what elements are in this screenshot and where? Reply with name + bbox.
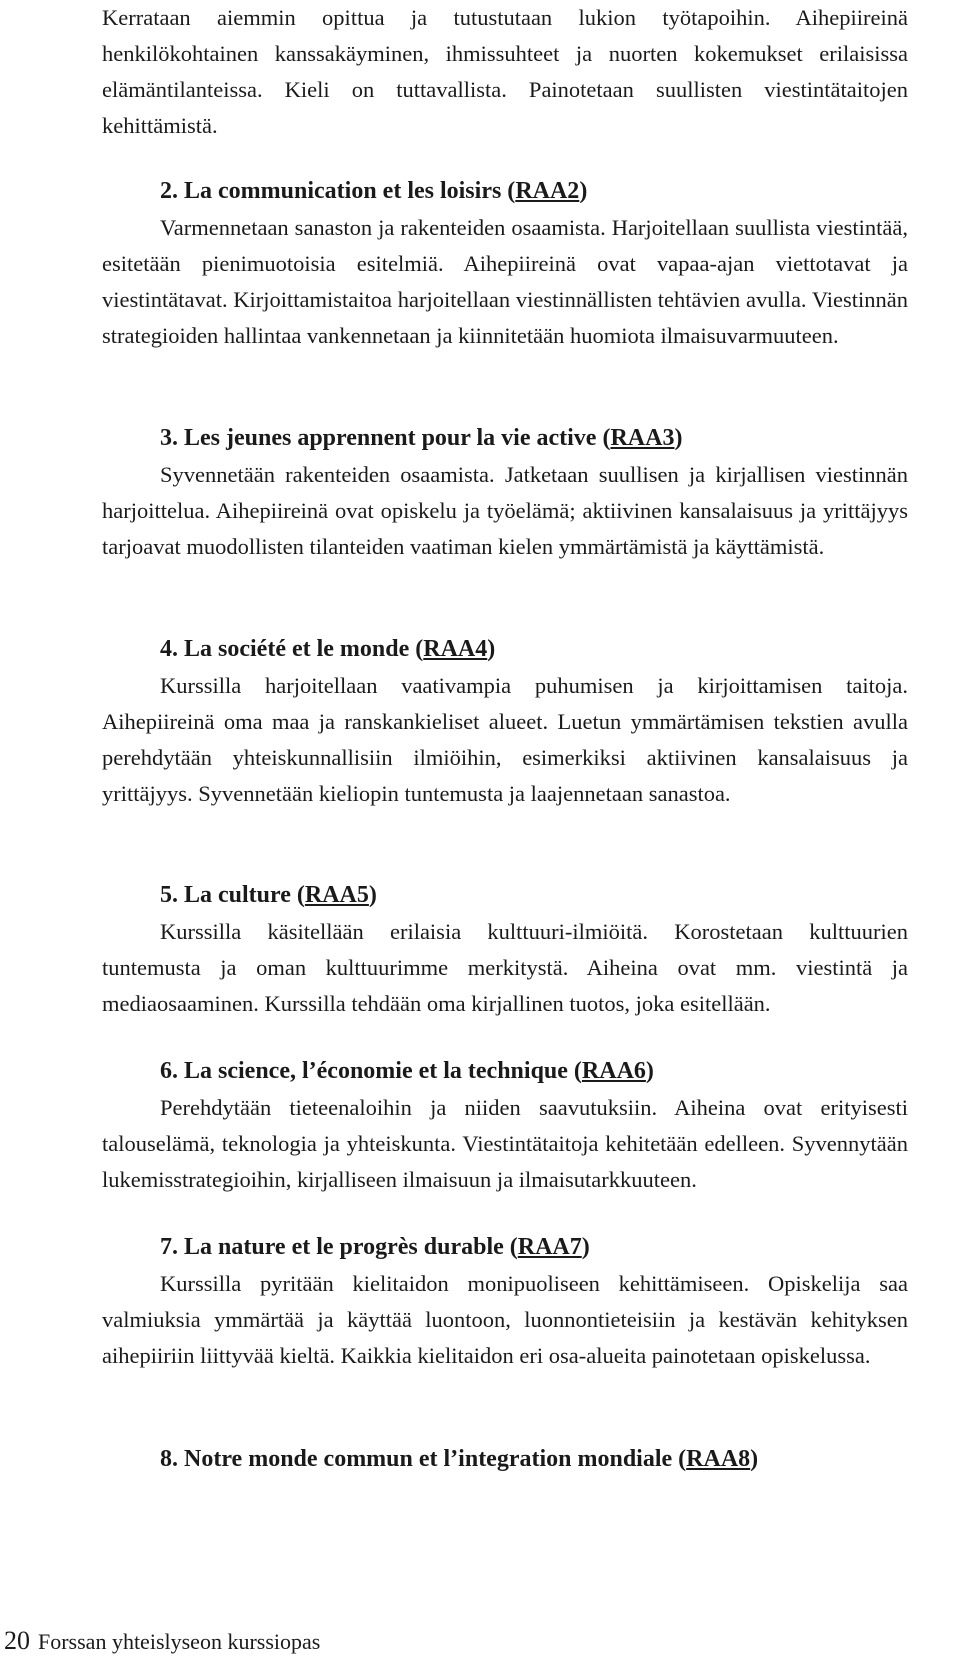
intro-paragraph: Kerrataan aiemmin opittua ja tutustutaan lukion työtapoihin. Aihepiireinä henkilökohtainen kanssakäyminen, ihmissuhteet ja nuorten kokemukset erilaisissa elämäntilanteissa. Kieli on tuttavallista. Painotetaan suullisten viestintätaitojen kehittämistä. <box>102 5 908 138</box>
course-description: Perehdytään tieteenaloihin ja niiden saavutuksiin. Aiheina ovat erityisesti talouselämä, teknologia ja yhteiskunta. Viestintätaitoja kehitetään edelleen. Syvennytään lukemisstrategioihin, kirjalliseen ilmaisuun ja ilmaisutarkkuuteen. <box>102 1095 908 1192</box>
course-heading: 2. La communication et les loisirs (RAA2) <box>160 178 588 204</box>
course-code: RAA8 <box>686 1446 751 1472</box>
course-section-raa3 <box>102 419 908 565</box>
course-code: RAA7 <box>517 1234 582 1260</box>
course-description: Varmennetaan sanaston ja rakenteiden osaamista. Harjoitellaan suullista viestintää, esitetään pienimuotoisia esitelmiä. Aihepiireinä ovat vapaa-ajan viettotavat ja viestintätavat. Kirjoittamistaitoa harjoitellaan viestinnällisten tehtävien avulla. Viestinnän strategioiden hallintaa vankennetaan ja kiinnitetään huomiota ilmaisuvarmuuteen. <box>102 215 908 348</box>
course-section-raa4 <box>102 630 908 812</box>
course-description: Syvennetään rakenteiden osaamista. Jatketaan suullisen ja kirjallisen viestinnän harjoittelua. Aihepiireinä ovat opiskelu ja työelämä; aktiivinen kansalaisuus ja yrittäjyys tarjoavat muodollisten tilanteiden vaatiman kielen ymmärtämistä ja käyttämistä. <box>102 462 908 559</box>
course-heading: 7. La nature et le progrès durable (RAA7) <box>160 1234 590 1260</box>
publication-title: Forssan yhteislyseon kurssiopas <box>38 1629 321 1654</box>
course-section-raa6 <box>102 1052 908 1198</box>
course-description: Kurssilla harjoitellaan vaativampia puhumisen ja kirjoittamisen taitoja. Aihepiireinä oma maa ja ranskankieliset alueet. Luetun ymmärtämisen tekstien avulla perehdytään yhteiskunnallisiin ilmiöihin, esimerkiksi aktiivinen kansalaisuus ja yrittäjyys. Syvennetään kieliopin tuntemusta ja laajennetaan sanastoa. <box>102 673 908 806</box>
course-heading: 8. Notre monde commun et l’integration mondiale (RAA8) <box>160 1446 759 1472</box>
course-code: RAA2 <box>515 178 580 204</box>
course-code: RAA5 <box>304 882 369 908</box>
page-number: 20 <box>4 1626 30 1655</box>
course-description: Kurssilla käsitellään erilaisia kulttuuri-ilmiöitä. Korostetaan kulttuurien tuntemusta ja oman kulttuurimme merkitystä. Aiheina ovat mm. viestintä ja mediaosaaminen. Kurssilla tehdään oma kirjallinen tuotos, joka esitellään. <box>102 919 908 1016</box>
course-heading: 6. La science, l’économie et la technique (RAA6) <box>160 1058 654 1084</box>
page-footer <box>4 1626 320 1657</box>
course-section-raa2 <box>102 172 908 354</box>
course-section-raa8 <box>102 1440 908 1478</box>
course-heading: 4. La société et le monde (RAA4) <box>160 636 496 662</box>
course-heading: 5. La culture (RAA5) <box>160 882 377 908</box>
course-code: RAA4 <box>423 636 488 662</box>
course-code: RAA3 <box>610 425 675 451</box>
course-code: RAA6 <box>581 1058 646 1084</box>
course-section-raa7 <box>102 1228 908 1374</box>
course-description: Kurssilla pyritään kielitaidon monipuoliseen kehittämiseen. Opiskelija saa valmiuksia ymmärtää ja käyttää luontoon, luonnontieteisiin ja kestävän kehityksen aihepiiriin liittyvää kieltä. Kaikkia kielitaidon eri osa-alueita painotetaan opiskelussa. <box>102 1271 908 1368</box>
course-section-raa5 <box>102 876 908 1022</box>
course-heading: 3. Les jeunes apprennent pour la vie active (RAA3) <box>160 425 683 451</box>
